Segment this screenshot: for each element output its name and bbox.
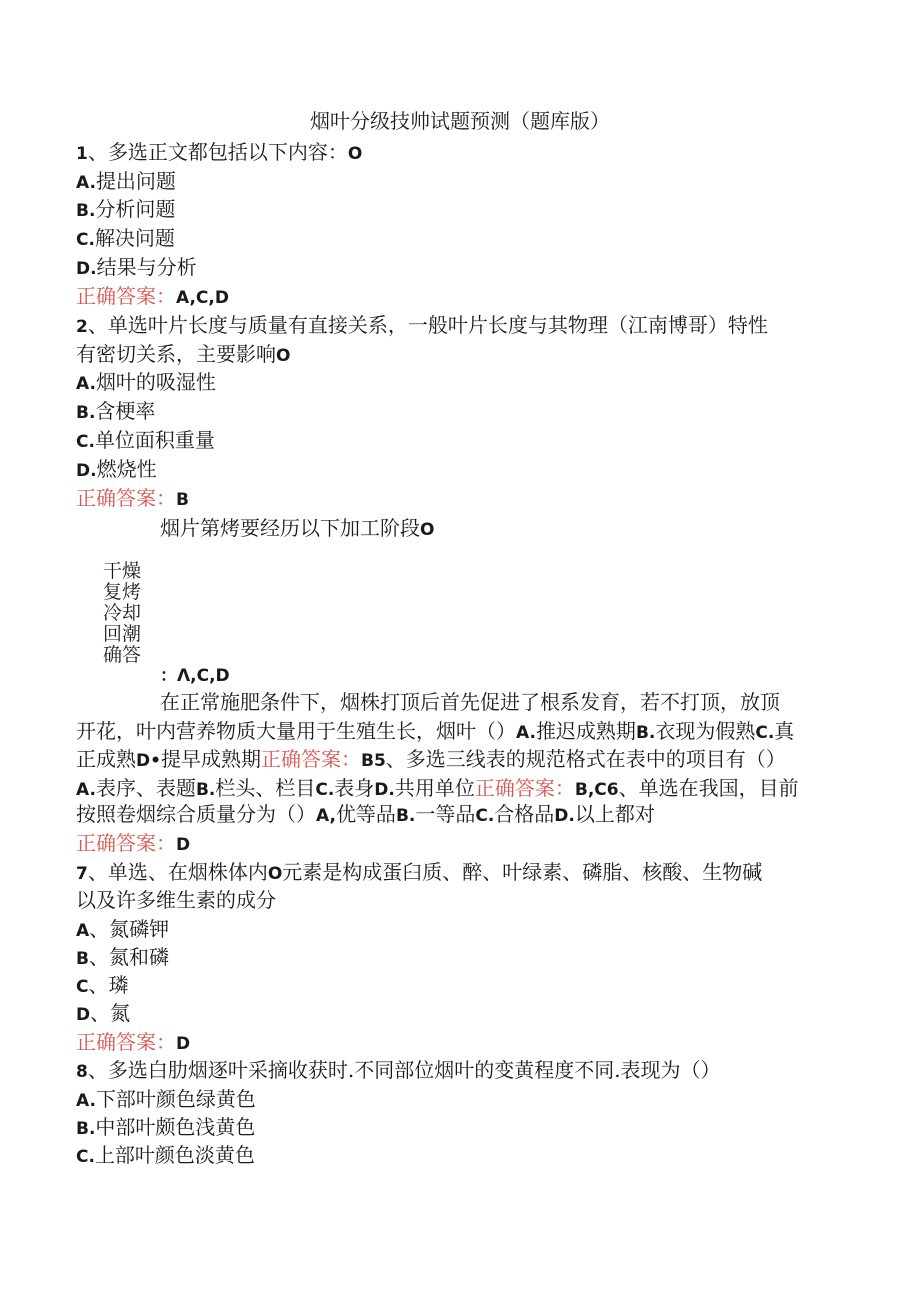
question-7-cont: 以及许多维生素的成分	[76, 888, 276, 912]
option-d: D.燃烧性	[76, 457, 157, 481]
option-d: D、氮	[76, 1001, 131, 1025]
option-b: B.分析问题	[76, 197, 176, 221]
option-b: B.中部叶颇色浅黄色	[76, 1115, 256, 1139]
answer-line	[76, 282, 229, 312]
question-4: 在正常施肥条件下，烟株打顶后首先促进了根系发育，若不打顶，放顶	[160, 690, 780, 714]
blank-marker: O	[347, 144, 363, 164]
answer-line: 正确答案：D	[76, 831, 191, 855]
option-a: A.下部叶颜色绿黄色	[76, 1087, 256, 1111]
option-a: A.烟叶的吸湿性	[76, 370, 216, 394]
option-b: B、氮和磷	[76, 945, 169, 969]
document-title: 烟叶分级技帅试题预测（题库版）	[310, 109, 610, 133]
answer-line: 正确答案：B	[76, 486, 189, 510]
question-4-cont: 开花，叶内营养物质大量用于生殖生长，烟叶（）A.推迟成熟期B.衣现为假熟C.真	[76, 719, 795, 743]
option-a: A.提出问题	[76, 169, 176, 193]
answer-label: 正确答案：	[76, 284, 176, 308]
option-c: C.上部叶颜色淡黄色	[76, 1143, 255, 1167]
option-b: B.含梗率	[76, 399, 156, 423]
question-7: 7、单选、在烟株体内O元素是构成蛋臼质、醉、叶绿素、磷脂、核酸、生物碱	[76, 860, 763, 884]
option-d: D.结果与分析	[76, 255, 197, 279]
blank-marker: O	[276, 346, 291, 366]
question-1	[76, 138, 362, 168]
blank-marker: O	[267, 864, 283, 884]
answer-value: A,C,D	[176, 288, 229, 308]
question-3: 烟片第烤要经历以下加工阶段O	[160, 516, 435, 540]
question-2: 2、单选叶片长度与质量有直接关系，一般叶片长度与其物理（江南博哥）特性	[76, 313, 768, 337]
option-c: C.解决问题	[76, 226, 175, 250]
question-number: 1	[76, 144, 88, 164]
answer-line: ：Λ,C,D	[160, 666, 230, 686]
answer-line: 正确答案：D	[76, 1030, 191, 1054]
option-c: C.单位面积重量	[76, 428, 215, 452]
question-text: 、多选正文都包括以下内容：	[87, 140, 348, 164]
option-c: C、璘	[76, 973, 129, 997]
question-2-cont: 有密切关系，主要影响O	[76, 342, 291, 366]
question-4-cont: 正成熟D•提早成熟期正确答案：B5、多选三线表的规范格式在表中的项目有（）	[76, 747, 786, 771]
blank-marker: O	[420, 520, 435, 540]
option-a: A、氮磷钾	[76, 917, 170, 941]
question-5-cont: A.表序、表题B.栏头、栏目C.表身D.共用单位正确答案：B,C6、单选在我国，目前	[76, 776, 799, 800]
question-6-cont: 按照卷烟综合质量分为（）A,优等品B.一等品C.合格品D.以上都对	[76, 802, 655, 826]
overlapped-options: 干燥 复烤 冷却 回潮 确答	[103, 560, 142, 666]
question-8: 8、多选白肋烟逐叶采摘收获时.不同部位烟叶的变黄程度不同.表现为（）	[76, 1058, 721, 1082]
